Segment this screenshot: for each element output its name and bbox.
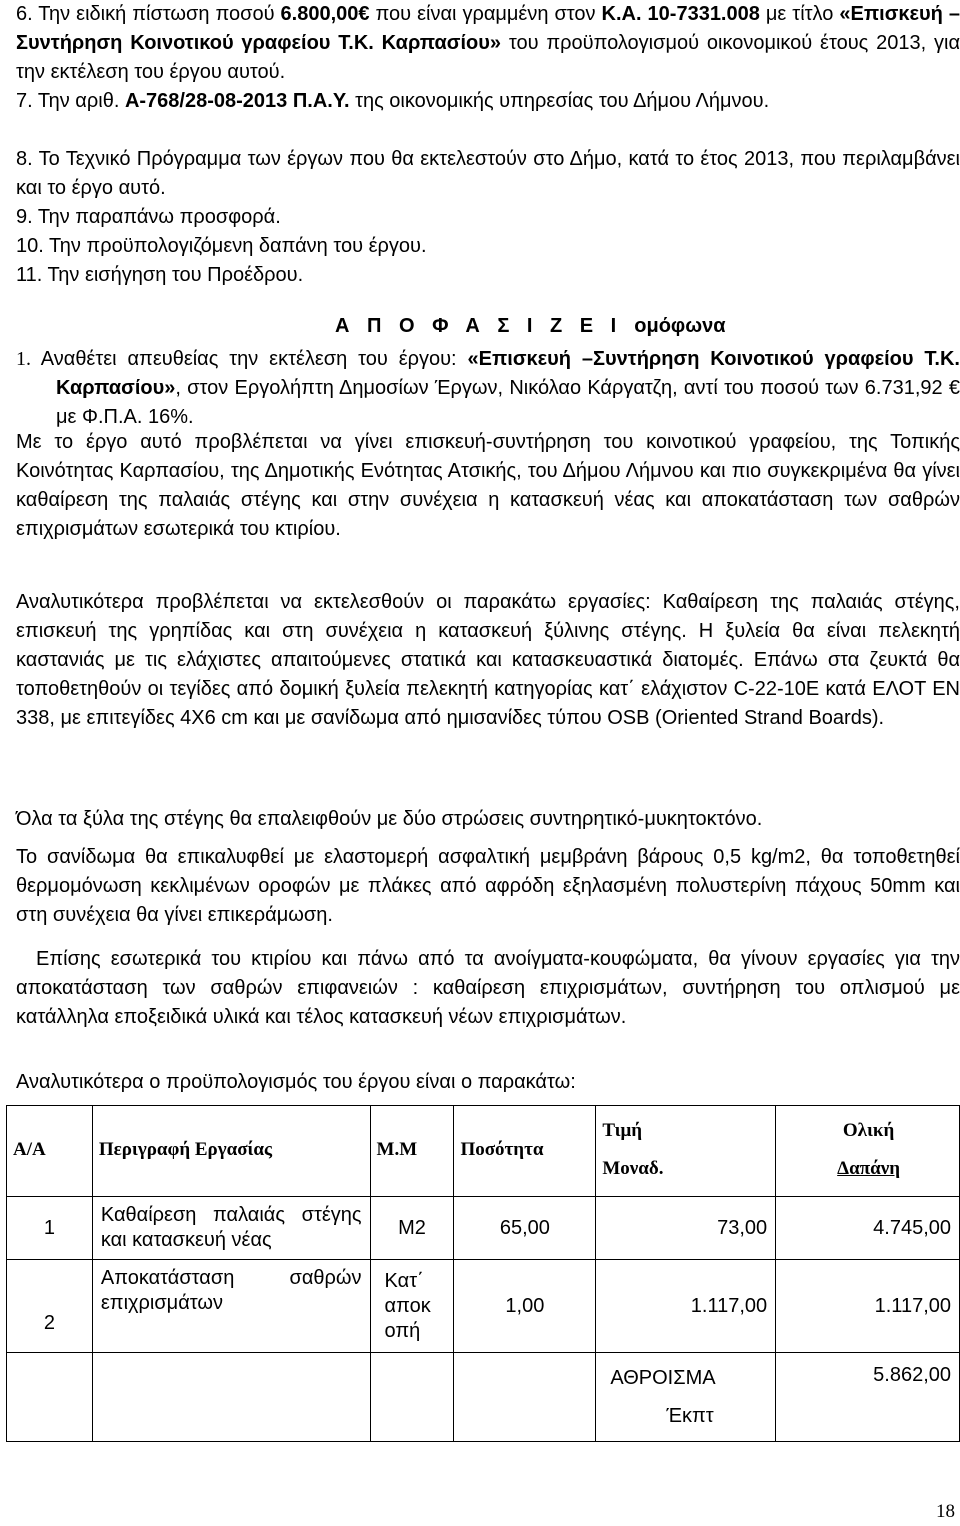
table-row	[7, 1197, 960, 1260]
row-2-description: Αποκατάσταση σαθρών επιχρισμάτων	[92, 1260, 370, 1353]
row-2-aa: 2	[7, 1260, 93, 1353]
award-project: «Επισκευή –Συντήρηση Κοινοτικού γραφείου Τ.Κ. Καρπασίου»	[56, 348, 960, 399]
row-2-unit: Κατ΄ αποκ οπή	[370, 1260, 454, 1353]
sum-empty-aa	[7, 1353, 93, 1442]
sum-label: ΑΘΡΟΙΣΜΑ	[610, 1367, 716, 1389]
row-1-description: Καθαίρεση παλαιάς στέγης και κατασκευή νέας	[92, 1197, 370, 1260]
item-6-text-mid: που είναι γραμμένη στον	[369, 3, 602, 25]
table-row	[7, 1260, 960, 1353]
decision-heading-spaced: Α Π Ο Φ Α Σ Ι Ζ Ε Ι	[335, 315, 623, 337]
table-header-row	[7, 1106, 960, 1197]
sum-empty-description	[92, 1353, 370, 1442]
row-1-quantity: 65,00	[454, 1197, 596, 1260]
row-1-unit-price: 73,00	[596, 1197, 776, 1260]
discount-label: Έκπτ	[666, 1405, 714, 1427]
table-sum-row	[7, 1353, 960, 1442]
item-6-title: «Επισκευή –Συντήρηση Κοινοτικού γραφείου Τ.Κ. Καρπασίου»	[16, 3, 960, 54]
item-6-amount: 6.800,00€	[280, 3, 370, 25]
header-aa: Α/Α	[7, 1106, 93, 1197]
header-description: Περιγραφή Εργασίας	[92, 1106, 370, 1197]
decision-heading-word: ομόφωνα	[634, 315, 726, 337]
item-7-text-post: της οικονομικής υπηρεσίας του Δήμου Λήμνου.	[349, 90, 770, 112]
award-number: 1.	[16, 348, 31, 370]
item-6	[16, 0, 960, 87]
header-total	[776, 1106, 960, 1197]
item-6-title-pre: με τίτλο	[759, 3, 840, 25]
sum-empty-unit	[370, 1353, 454, 1442]
item-6-code: Κ.Α. 10-7331.008	[601, 3, 760, 25]
item-6-text-post: του προϋπολογισμού οικονομικού έτους 2013, για την εκτέλεση του έργου αυτού.	[16, 32, 960, 83]
paragraph-6: Αναλυτικότερα ο προϋπολογισμός του έργου είναι ο παρακάτω:	[16, 1071, 576, 1093]
row-1-total: 4.745,00	[776, 1197, 960, 1260]
header-quantity: Ποσότητα	[454, 1106, 596, 1197]
item-10: 10. Την προϋπολογιζόμενη δαπάνη του έργου.	[16, 235, 427, 257]
row-1-unit: Μ2	[370, 1197, 454, 1260]
sum-value: 5.862,00	[776, 1353, 960, 1442]
sum-empty-quantity	[454, 1353, 596, 1442]
row-2-quantity: 1,00	[454, 1260, 596, 1353]
item-6-text: 6. Την ειδική πίστωση ποσού	[16, 3, 281, 25]
paragraph-2: Αναλυτικότερα προβλέπεται να εκτελεσθούν οι παρακάτω εργασίες: Καθαίρεση της παλαιάς στέγης, επισκευή της γρηπίδας και στη συνέχεια η κατασκευή ξύλινης στέγης. Η ξυλεία θα είναι πελεκητή καστανιάς με τις ελάχιστες απαιτούμενες στατικά και κατασκευαστικά διατομές. Επάνω στα ζευκτά θα τοποθετηθούν οι τεγίδες από δομική ξυλεία πελεκητή κατηγορίας κατ΄ ελάχιστον C-22-10E κατά ΕΛΟΤ ΕΝ 338, με επιτεγίδες 4Χ6 cm και με σανίδωμα από ημισανίδες τύπου OSB (Oriented Strand Boards).	[16, 591, 960, 729]
sum-labels	[596, 1353, 776, 1442]
header-unit-price-l1: Τιμή	[602, 1120, 643, 1141]
header-total-l2: Δαπάνη	[837, 1158, 900, 1179]
budget-table	[6, 1105, 960, 1442]
header-unit: Μ.Μ	[370, 1106, 454, 1197]
row-2-total: 1.117,00	[776, 1260, 960, 1353]
item-7	[16, 87, 960, 116]
header-total-l1: Ολική	[842, 1120, 895, 1141]
row-1-aa: 1	[7, 1197, 93, 1260]
paragraph-5: Επίσης εσωτερικά του κτιρίου και πάνω από τα ανοίγματα-κουφώματα, θα γίνουν εργασίες για την αποκατάσταση των σαθρών επιφανειών : καθαίρεση επιχρισμάτων, συντήρηση του οπλισμού με κατάλληλα εποξειδικά υλικά και τέλος κατασκευή νέων επιχρισμάτων.	[16, 948, 960, 1028]
award-paragraph	[16, 345, 960, 432]
award-text: Αναθέτει απευθείας την εκτέλεση του έργου:	[31, 348, 468, 370]
header-unit-price-l2: Μοναδ.	[602, 1158, 664, 1179]
item-7-ref: Α-768/28-08-2013 Π.Α.Υ.	[124, 90, 350, 112]
item-8: 8. Το Τεχνικό Πρόγραμμα των έργων που θα εκτελεστούν στο Δήμο, κατά το έτος 2013, που περιλαμβάνει και το έργο αυτό.	[16, 148, 960, 199]
award-text-post: , στον Εργολήπτη Δημοσίων Έργων, Νικόλαο Κάργατζη, αντί του ποσού των 6.731,92 € με Φ.Π.Α. 16%.	[56, 377, 960, 428]
paragraph-1: Με το έργο αυτό προβλέπεται να γίνει επισκευή-συντήρηση του κοινοτικού γραφείου, της Τοπικής Κοινότητας Καρπασίου, της Δημοτικής Ενότητας Ατσικής, του Δήμου Λήμνου και πιο συγκεκριμένα θα γίνει καθαίρεση της παλαιάς στέγης και στην συνέχεια η κατασκευή νέας και αποκατάσταση των σαθρών επιχρισμάτων εσωτερικά του κτιρίου.	[16, 431, 960, 540]
item-11: 11. Την εισήγηση του Προέδρου.	[16, 264, 304, 286]
paragraph-3: Όλα τα ξύλα της στέγης θα επαλειφθούν με δύο στρώσεις συντηρητικό-μυκητοκτόνο.	[16, 808, 763, 830]
item-7-text: 7. Την αριθ.	[16, 90, 125, 112]
item-9: 9. Την παραπάνω προσφορά.	[16, 206, 281, 228]
decision-heading	[335, 312, 726, 341]
header-unit-price	[596, 1106, 776, 1197]
row-2-unit-price: 1.117,00	[596, 1260, 776, 1353]
page-number: 18	[936, 1501, 955, 1522]
paragraph-4: Το σανίδωμα θα επικαλυφθεί με ελαστομερή ασφαλτική μεμβράνη βάρους 0,5 kg/m2, θα τοποθετηθεί θερμομόνωση κεκλιμένων οροφών με πλάκες από αφρόδη εξηλασμένη πολυστερίνη πάχους 50mm και στη συνέχεια θα γίνει επικεράμωση.	[16, 846, 960, 926]
